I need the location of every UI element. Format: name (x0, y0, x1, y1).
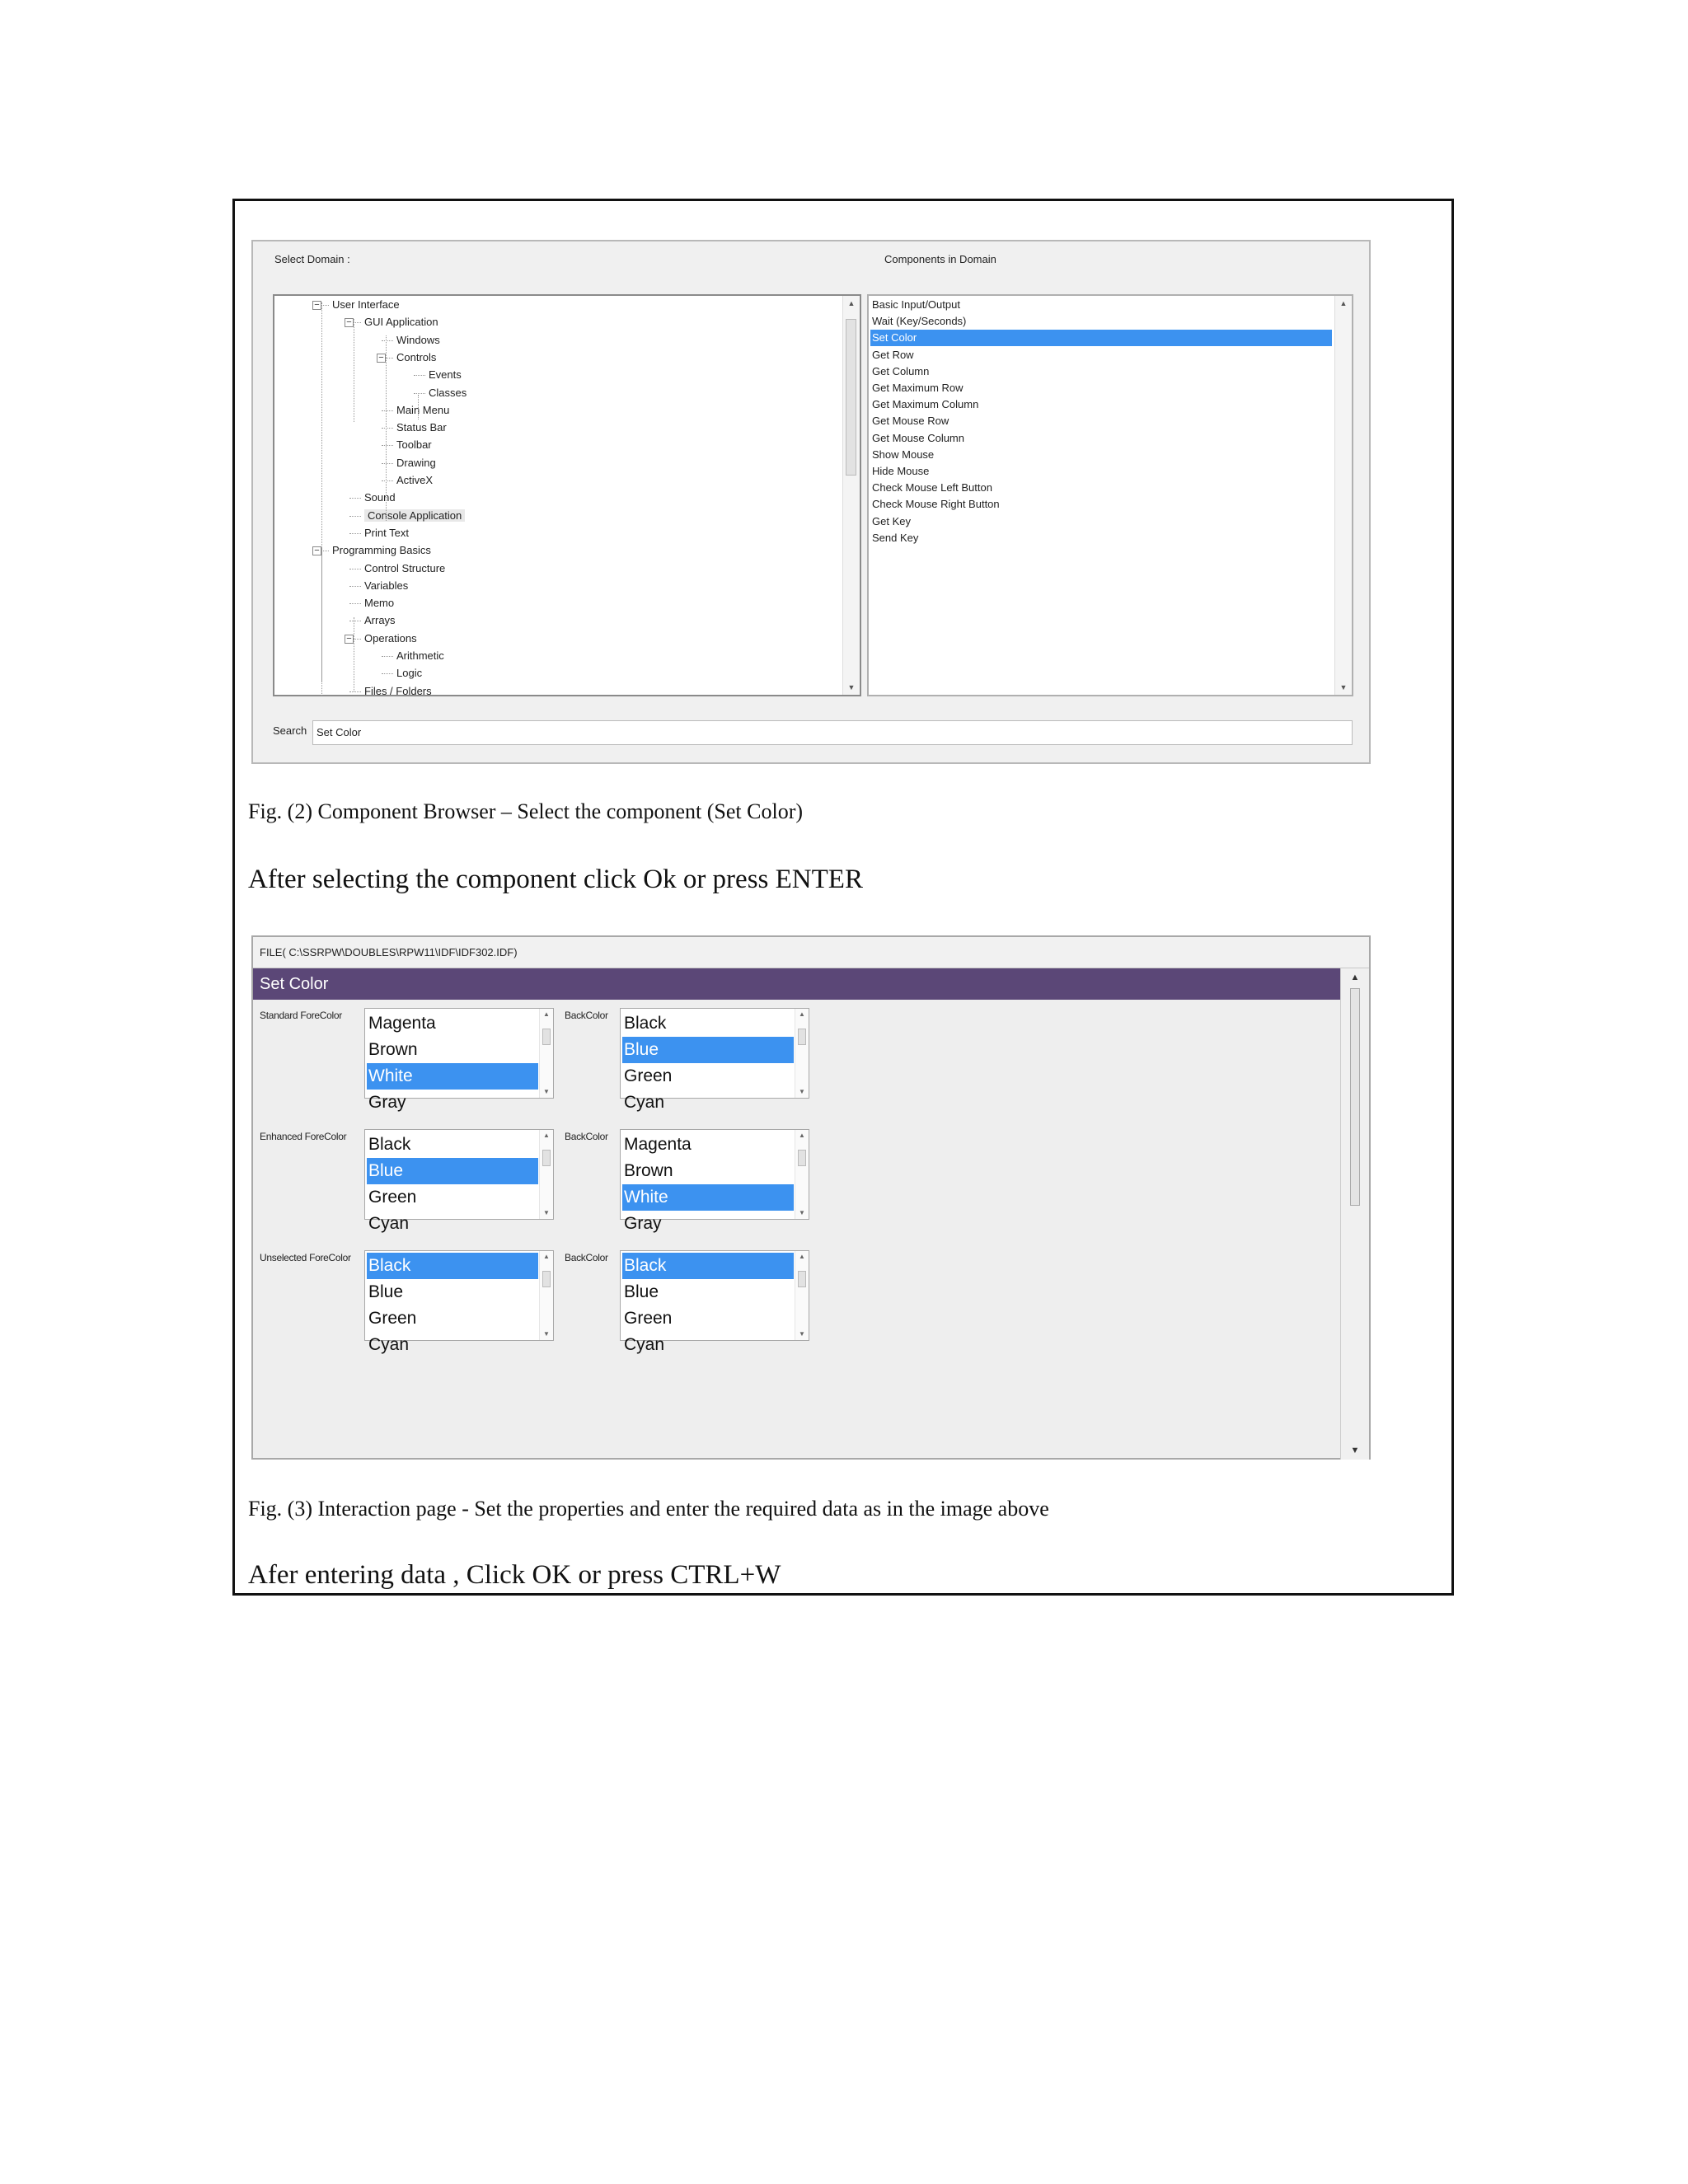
scroll-up-icon[interactable]: ▲ (799, 1253, 805, 1260)
scroll-down-icon[interactable]: ▼ (543, 1209, 550, 1216)
component-item[interactable]: Get Maximum Row (872, 382, 964, 394)
listbox-scrollbar[interactable] (539, 1251, 553, 1340)
color-option[interactable]: Blue (367, 1158, 538, 1184)
color-option[interactable]: Magenta (368, 1014, 436, 1033)
tree-connector (349, 498, 361, 499)
tree-item-label: Main Menu (396, 403, 450, 416)
scroll-up-icon[interactable]: ▲ (543, 1010, 550, 1018)
tree-item[interactable] (414, 385, 467, 401)
tree-item[interactable] (349, 508, 465, 524)
collapse-icon[interactable]: − (312, 546, 321, 555)
collapse-icon[interactable]: − (377, 354, 386, 363)
tree-item[interactable] (382, 455, 436, 471)
tree-item-label: Drawing (396, 456, 436, 469)
tree-item-label: Status Bar (396, 421, 447, 434)
color-listbox[interactable] (364, 1129, 554, 1233)
tree-item[interactable] (382, 332, 440, 349)
scroll-down-icon[interactable]: ▼ (799, 1209, 805, 1216)
tree-connector (382, 480, 393, 481)
scroll-thumb[interactable] (846, 319, 856, 476)
scroll-up-icon[interactable]: ▲ (1339, 299, 1348, 307)
tree-item[interactable] (349, 612, 396, 629)
component-item[interactable]: Get Mouse Column (872, 431, 964, 444)
tree-guide-line (386, 335, 387, 521)
scroll-up-icon[interactable]: ▲ (543, 1253, 550, 1260)
color-listbox[interactable] (364, 1008, 554, 1112)
tree-guide-line (321, 547, 322, 696)
scroll-up-icon[interactable]: ▲ (799, 1132, 805, 1139)
color-option[interactable]: Gray (368, 1093, 406, 1112)
set-color-title: Set Color (253, 968, 1341, 1000)
color-option[interactable]: Black (624, 1014, 667, 1033)
scroll-thumb[interactable] (1350, 988, 1360, 1206)
tree-item[interactable] (382, 665, 422, 682)
color-option[interactable]: Green (368, 1188, 417, 1207)
scroll-thumb[interactable] (798, 1150, 806, 1166)
search-label: Search (273, 724, 307, 737)
tree-connector (382, 410, 393, 411)
domain-tree-scrollbar[interactable] (842, 296, 860, 695)
tree-item[interactable] (382, 419, 447, 436)
listbox-scrollbar[interactable] (539, 1130, 553, 1219)
color-option[interactable]: Cyan (368, 1335, 410, 1354)
tree-connector (382, 428, 393, 429)
listbox-scrollbar[interactable] (795, 1009, 809, 1098)
tree-item-label: Console Application (364, 509, 465, 522)
collapse-icon[interactable]: − (345, 635, 354, 644)
search-input[interactable]: Set Color (312, 720, 1353, 745)
backcolor-label: BackColor (565, 1010, 608, 1021)
figure-2-caption: Fig. (2) Component Browser – Select the component (Set Color) (248, 799, 804, 823)
color-listbox[interactable] (620, 1008, 809, 1112)
scroll-thumb[interactable] (542, 1271, 551, 1287)
tree-item[interactable] (382, 648, 444, 664)
color-listbox[interactable] (620, 1250, 809, 1354)
tree-item[interactable] (349, 314, 438, 330)
tree-item[interactable] (317, 542, 431, 559)
component-item[interactable]: Get Mouse Row (872, 415, 950, 428)
tree-connector (414, 393, 425, 394)
color-listbox[interactable] (364, 1250, 554, 1354)
tree-item-label: Operations (364, 631, 417, 644)
scroll-up-icon[interactable]: ▲ (1350, 972, 1360, 982)
color-option[interactable]: Cyan (368, 1214, 410, 1233)
tree-item[interactable] (349, 560, 445, 577)
instruction-1: After selecting the component click Ok or press ENTER (248, 865, 863, 894)
tree-item-label: Controls (396, 350, 437, 363)
forecolor-label: Unselected ForeColor (260, 1252, 351, 1263)
tree-connector (382, 673, 393, 674)
tree-connector (382, 340, 393, 341)
listbox-scrollbar[interactable] (795, 1130, 809, 1219)
scroll-down-icon[interactable]: ▼ (543, 1088, 550, 1095)
tree-item[interactable] (382, 402, 449, 419)
tree-item-label: User Interface (332, 298, 400, 311)
color-option[interactable]: Brown (368, 1040, 418, 1059)
color-option[interactable]: Cyan (624, 1093, 665, 1112)
tree-connector (382, 463, 393, 464)
tree-item[interactable] (349, 683, 432, 700)
color-option[interactable]: Brown (624, 1161, 673, 1180)
scroll-up-icon[interactable]: ▲ (847, 299, 856, 307)
tree-item-label: Control Structure (364, 561, 446, 574)
components-list[interactable] (867, 294, 1353, 696)
scroll-down-icon[interactable]: ▼ (1339, 683, 1348, 691)
color-option[interactable]: White (622, 1184, 794, 1211)
tree-item-label: Sound (364, 491, 396, 504)
scroll-thumb[interactable] (542, 1029, 551, 1045)
component-item[interactable]: Wait (Key/Seconds) (872, 315, 967, 328)
tree-item[interactable] (349, 595, 394, 612)
instruction-2: Afer entering data , Click OK or press CTRL+W (248, 1560, 781, 1590)
component-browser (251, 240, 1371, 764)
tree-item[interactable] (382, 437, 432, 453)
component-item[interactable]: Check Mouse Right Button (872, 498, 1000, 511)
components-scrollbar[interactable] (1334, 296, 1352, 695)
tree-item[interactable] (317, 297, 400, 313)
color-option[interactable]: Gray (624, 1214, 662, 1233)
components-in-domain-label: Components in Domain (884, 253, 996, 265)
tree-item-label: Memo (364, 597, 395, 610)
color-option[interactable]: Blue (622, 1037, 794, 1063)
color-option[interactable]: Black (368, 1135, 411, 1154)
tree-item-label: Toolbar (396, 438, 432, 452)
scroll-up-icon[interactable]: ▲ (799, 1010, 805, 1018)
color-listbox[interactable] (620, 1129, 809, 1233)
scroll-thumb[interactable] (798, 1029, 806, 1045)
scroll-down-icon[interactable]: ▼ (799, 1330, 805, 1338)
scroll-down-icon[interactable]: ▼ (799, 1088, 805, 1095)
file-path-bar: FILE( C:\SSRPW\DOUBLES\RPW11\IDF\IDF302.IDF) (253, 937, 1369, 968)
tree-item-label: GUI Application (364, 316, 438, 329)
forecolor-label: Standard ForeColor (260, 1010, 342, 1021)
color-option[interactable]: Green (624, 1066, 673, 1085)
component-item[interactable]: Get Key (872, 514, 911, 527)
tree-guide-line (418, 395, 419, 419)
color-option[interactable]: Blue (368, 1282, 404, 1301)
color-option[interactable]: Black (622, 1253, 794, 1279)
tree-item-label: Programming Basics (332, 544, 431, 557)
scroll-up-icon[interactable]: ▲ (543, 1132, 550, 1139)
tree-item[interactable] (382, 349, 436, 366)
component-item[interactable]: Get Column (872, 364, 930, 377)
tree-connector (349, 533, 361, 534)
collapse-icon[interactable]: − (345, 318, 354, 327)
component-item[interactable]: Basic Input/Output (872, 298, 960, 311)
tree-connector (349, 603, 361, 604)
tree-item[interactable] (349, 525, 409, 541)
color-option[interactable]: Black (367, 1253, 538, 1279)
component-item[interactable]: Get Row (872, 348, 914, 361)
listbox-scrollbar[interactable] (539, 1009, 553, 1098)
tree-connector (414, 375, 425, 376)
component-item[interactable]: Check Mouse Left Button (872, 481, 992, 494)
tree-connector (349, 586, 361, 587)
scroll-down-icon[interactable]: ▼ (1350, 1446, 1360, 1455)
tree-connector (349, 691, 361, 692)
tree-connector (382, 656, 393, 657)
color-option[interactable]: Cyan (624, 1335, 665, 1354)
color-option[interactable]: Green (624, 1309, 673, 1328)
scroll-thumb[interactable] (542, 1150, 551, 1166)
tree-item-label: ActiveX (396, 474, 434, 486)
scroll-down-icon[interactable]: ▼ (847, 683, 856, 691)
tree-connector (349, 516, 361, 517)
tree-connector (382, 445, 393, 446)
backcolor-label: BackColor (565, 1131, 608, 1142)
tree-item[interactable] (414, 367, 462, 383)
tree-item-label: Arithmetic (396, 649, 444, 662)
component-item[interactable]: Hide Mouse (872, 465, 930, 477)
domain-tree[interactable] (273, 294, 861, 696)
component-item[interactable]: Send Key (872, 531, 919, 544)
listbox-scrollbar[interactable] (795, 1251, 809, 1340)
component-item[interactable]: Set Color (870, 330, 1332, 346)
tree-item-label: Files / Folders (364, 684, 432, 697)
tree-item[interactable] (349, 490, 396, 506)
backcolor-label: BackColor (565, 1252, 608, 1263)
tree-item[interactable] (382, 472, 433, 489)
tree-item-label: Classes (429, 386, 467, 399)
figure-3-caption: Fig. (3) Interaction page - Set the properties and enter the required data as in the image above (248, 1497, 1049, 1521)
component-item[interactable]: Show Mouse (872, 448, 935, 461)
color-option[interactable]: Green (368, 1309, 417, 1328)
scroll-thumb[interactable] (798, 1271, 806, 1287)
color-option[interactable]: Magenta (624, 1135, 692, 1154)
tree-item-label: Variables (364, 579, 409, 592)
scroll-down-icon[interactable]: ▼ (543, 1330, 550, 1338)
tree-item-label: Logic (396, 667, 423, 680)
color-option[interactable]: White (367, 1063, 538, 1090)
forecolor-label: Enhanced ForeColor (260, 1131, 347, 1142)
interaction-scrollbar[interactable] (1340, 968, 1369, 1460)
tree-item-label: Print Text (364, 526, 409, 539)
tree-item[interactable] (349, 630, 417, 647)
domain-tree-items (274, 296, 843, 696)
interaction-page (251, 935, 1371, 1460)
tree-item[interactable] (349, 578, 408, 594)
tree-item-label: Windows (396, 333, 440, 346)
color-option[interactable]: Blue (624, 1282, 659, 1301)
component-item[interactable]: Get Maximum Column (872, 398, 979, 411)
tree-item-label: Arrays (364, 614, 396, 627)
collapse-icon[interactable]: − (312, 301, 321, 310)
select-domain-label: Select Domain : (274, 253, 350, 265)
tree-item-label: Events (429, 368, 462, 382)
